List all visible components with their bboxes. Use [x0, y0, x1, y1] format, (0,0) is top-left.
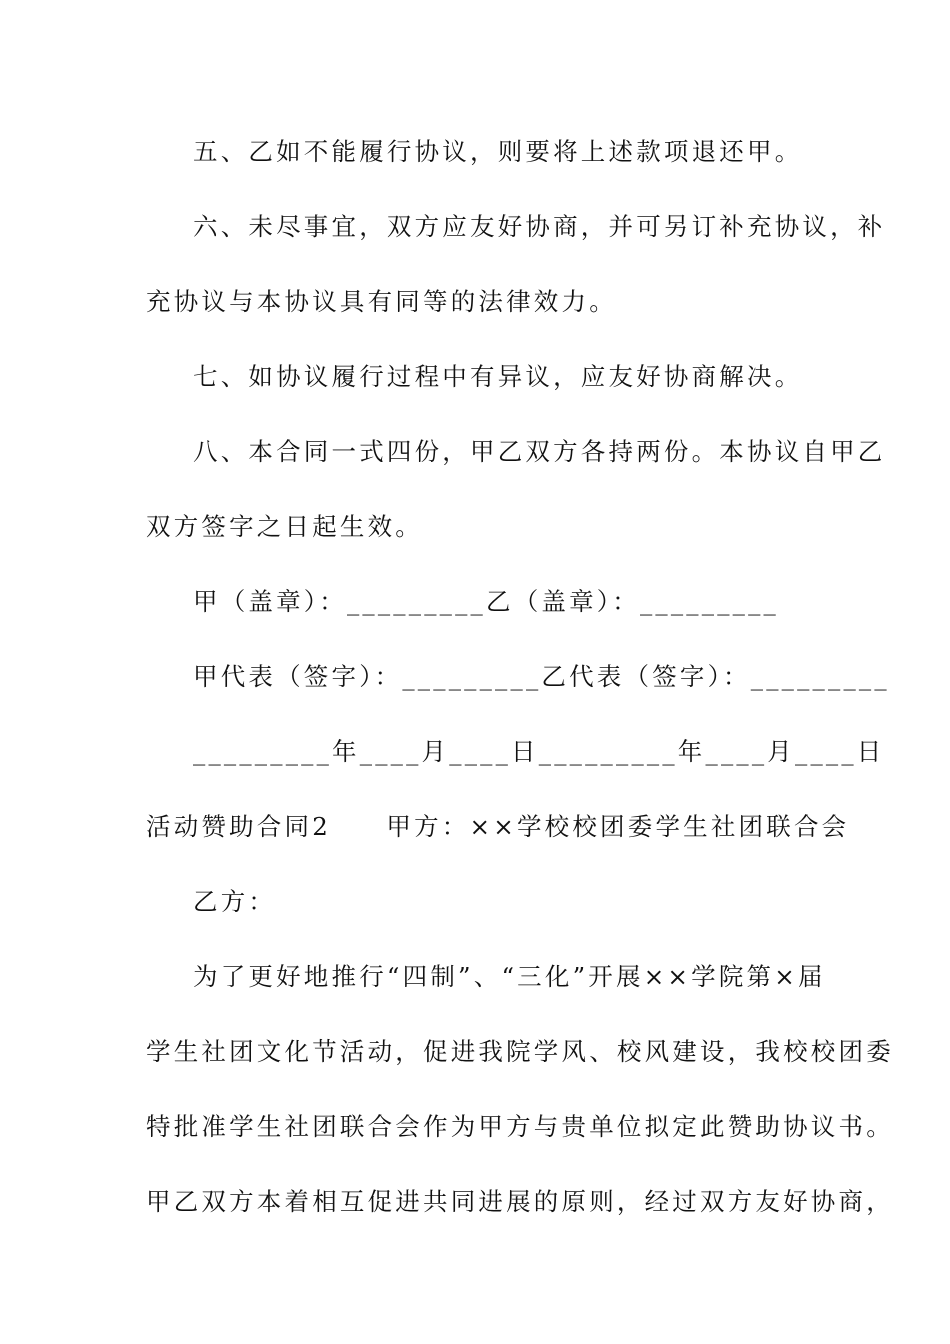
- date-line: _________年____月____日_________年____月____日: [193, 737, 885, 766]
- clause-5: 五、乙如不能履行协议，则要将上述款项退还甲。: [193, 137, 803, 166]
- preamble-line-1: 为了更好地推行“四制”、“三化”开展××学院第×届: [193, 962, 826, 991]
- preamble-line-2: 学生社团文化节活动，促进我院学风、校风建设，我校校团委: [146, 1037, 894, 1066]
- contract-2-heading: 活动赞助合同2 甲方：××学校校团委学生社团联合会: [146, 812, 850, 841]
- party-b-line: 乙方：: [193, 887, 277, 916]
- representative-signature-line: 甲代表（签字）：_________乙代表（签字）：_________: [193, 662, 890, 691]
- preamble-line-4: 甲乙双方本着相互促进共同进展的原则，经过双方友好协商，: [146, 1187, 894, 1216]
- clause-7: 七、如协议履行过程中有异议，应友好协商解决。: [193, 362, 803, 391]
- seal-line: 甲（盖章）：_________乙（盖章）：_________: [193, 587, 779, 616]
- clause-6-line-1: 六、未尽事宜，双方应友好协商，并可另订补充协议，补: [193, 212, 886, 241]
- clause-8-line-2: 双方签字之日起生效。: [146, 512, 423, 541]
- preamble-line-3: 特批准学生社团联合会作为甲方与贵单位拟定此赞助协议书。: [146, 1112, 894, 1141]
- clause-8-line-1: 八、本合同一式四份，甲乙双方各持两份。本协议自甲乙: [193, 437, 886, 466]
- clause-6-line-2: 充协议与本协议具有同等的法律效力。: [146, 287, 617, 316]
